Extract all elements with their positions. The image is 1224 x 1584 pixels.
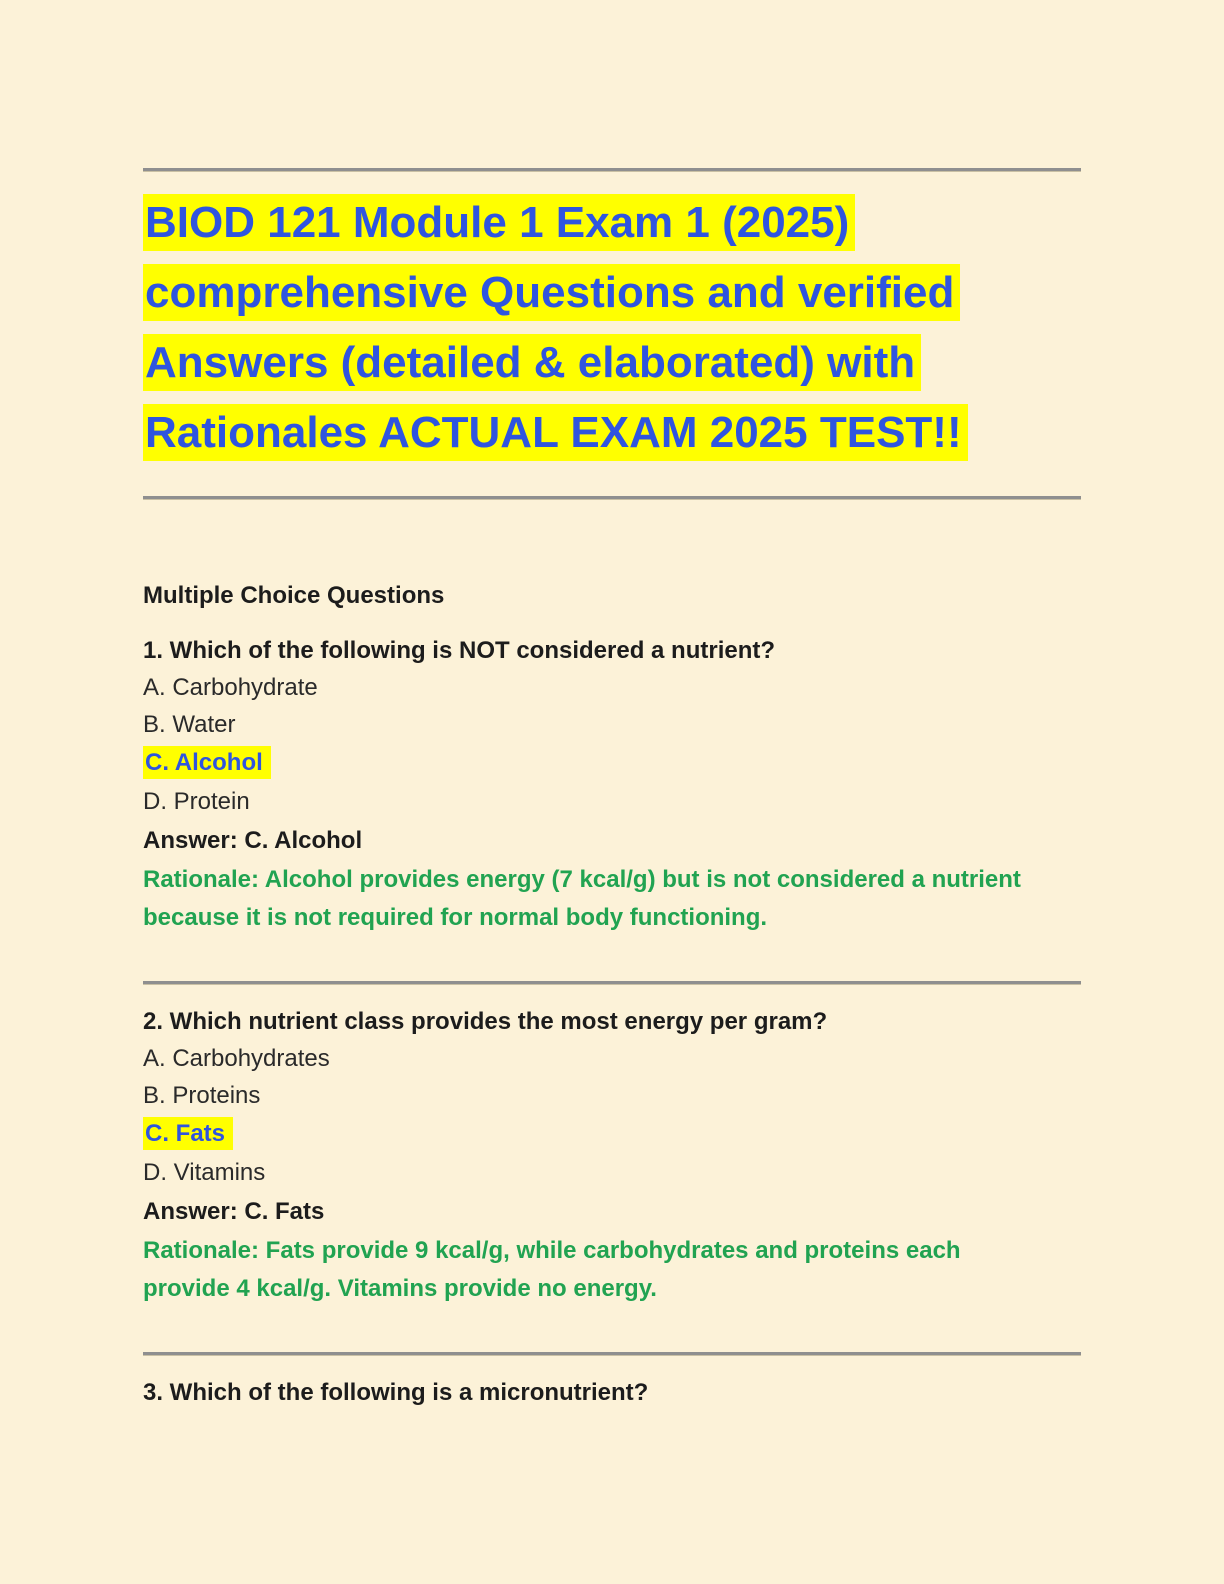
question-text: 3. Which of the following is a micronutrient?: [143, 1379, 649, 1406]
title-line: Rationales ACTUAL EXAM 2025 TEST!!: [143, 404, 968, 461]
highlighted-answer-text: C. Alcohol: [143, 746, 271, 779]
option-a: A. Carbohydrates: [143, 1045, 330, 1072]
page-title: [143, 188, 1081, 468]
option-b: B. Water: [143, 711, 236, 738]
title-line: BIOD 121 Module 1 Exam 1 (2025): [143, 194, 855, 251]
option-d: D. Protein: [143, 788, 250, 815]
answer-line: Answer: C. Alcohol: [143, 827, 363, 854]
rationale-text: Rationale: Alcohol provides energy (7 kcal/g) but is not considered a nutrient because it is not required for normal body functioning.: [143, 866, 1021, 931]
question-text: 1. Which of the following is NOT considered a nutrient?: [143, 637, 776, 664]
title-line: Answers (detailed & elaborated) with: [143, 334, 921, 391]
divider: [143, 496, 1081, 500]
question-block-1: [143, 632, 1081, 937]
rationale-text: Rationale: Fats provide 9 kcal/g, while carbohydrates and proteins each provide 4 kcal/g. Vitamins provide no energy.: [143, 1237, 961, 1302]
option-d: D. Vitamins: [143, 1159, 266, 1186]
title-line: comprehensive Questions and verified: [143, 264, 960, 321]
option-a: A. Carbohydrate: [143, 674, 318, 701]
question-block-2: [143, 1003, 1081, 1308]
divider: [143, 981, 1081, 985]
option-c-highlighted: [143, 1114, 1081, 1154]
divider: [143, 1352, 1081, 1356]
option-b: B. Proteins: [143, 1082, 261, 1109]
question-text: 2. Which nutrient class provides the most energy per gram?: [143, 1008, 828, 1035]
divider: [143, 168, 1081, 172]
option-c-highlighted: [143, 743, 1081, 783]
document-content: [143, 168, 1081, 1411]
highlighted-answer-text: C. Fats: [143, 1117, 233, 1150]
question-block-3: [143, 1374, 1081, 1411]
answer-line: Answer: C. Fats: [143, 1198, 325, 1225]
section-heading: Multiple Choice Questions: [143, 582, 445, 609]
